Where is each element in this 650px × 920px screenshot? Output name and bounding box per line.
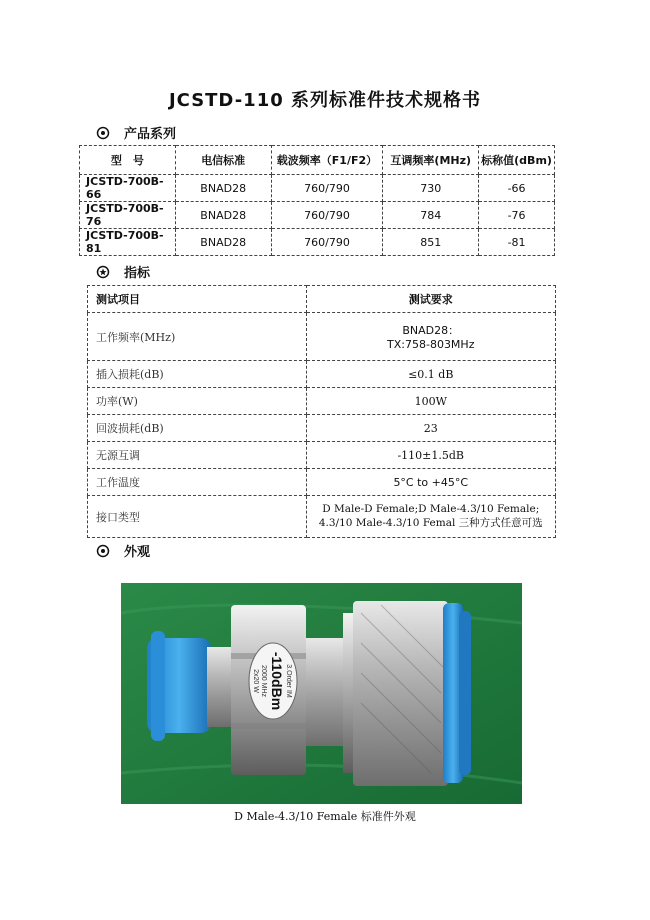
table-row <box>88 496 556 538</box>
req-line: BNAD28： <box>402 324 460 337</box>
section-products-heading <box>96 123 176 142</box>
cell-test-item: 工作温度 <box>88 469 307 496</box>
table-row <box>80 229 555 256</box>
cell-standard: BNAD28 <box>175 175 271 202</box>
col-header-model: 型 号 <box>80 146 176 175</box>
table-row <box>88 313 556 361</box>
table-row <box>80 202 555 229</box>
bullet-icon <box>96 126 110 140</box>
req-line: D Male-D Female;D Male-4.3/10 Female; <box>322 503 540 515</box>
cell-carrier: 760/790 <box>271 175 383 202</box>
spec-table-header <box>88 286 556 313</box>
cell-model: JCSTD-700B-66 <box>80 175 176 202</box>
cell-model: JCSTD-700B-81 <box>80 229 176 256</box>
cell-standard: BNAD28 <box>175 202 271 229</box>
product-table <box>79 145 555 256</box>
table-row <box>88 469 556 496</box>
cell-test-req: 23 <box>306 415 556 442</box>
cell-test-item: 工作频率(MHz) <box>88 313 307 361</box>
col-header-carrier: 载波频率（F1/F2） <box>271 146 383 175</box>
bullet-icon <box>96 544 110 558</box>
bullet-icon <box>96 265 110 279</box>
section-specs-heading <box>96 262 150 281</box>
cell-test-item: 回波损耗(dB) <box>88 415 307 442</box>
table-row <box>80 175 555 202</box>
cell-test-item: 功率(W) <box>88 388 307 415</box>
label-line1: 3.Order IM <box>285 664 292 698</box>
col-header-standard: 电信标准 <box>175 146 271 175</box>
cell-standard: BNAD28 <box>175 229 271 256</box>
section-specs-label: 指标 <box>124 266 151 281</box>
page-title: JCSTD-110 系列标准件技术规格书 <box>168 90 482 111</box>
cell-carrier: 760/790 <box>271 229 383 256</box>
cell-im-freq: 851 <box>383 229 479 256</box>
label-line4: 2x20 W <box>252 669 259 693</box>
cell-carrier: 760/790 <box>271 202 383 229</box>
cell-test-req: 5°C to +45°C <box>306 469 556 496</box>
col-header-test-item: 测试项目 <box>88 286 307 313</box>
req-line: TX:758-803MHz <box>387 338 475 351</box>
section-appearance-heading <box>96 541 150 560</box>
cell-nominal: -81 <box>479 229 555 256</box>
req-line: 4.3/10 Male-4.3/10 Femal 三种方式任意可选 <box>318 517 543 529</box>
cell-test-item: 插入损耗(dB) <box>88 361 307 388</box>
col-header-nominal: 标称值(dBm) <box>479 146 555 175</box>
cell-test-req: ≤0.1 dB <box>306 361 556 388</box>
label-line2: -110dBm <box>269 651 285 711</box>
cell-test-req: 100W <box>306 388 556 415</box>
product-photo <box>121 583 522 804</box>
cell-nominal: -66 <box>479 175 555 202</box>
section-appearance-label: 外观 <box>124 545 151 560</box>
table-row <box>88 361 556 388</box>
section-products-label: 产品系列 <box>124 127 177 142</box>
cell-test-item: 无源互调 <box>88 442 307 469</box>
cell-test-req: -110±1.5dB <box>306 442 556 469</box>
label-line3: 2000 MHz <box>260 665 267 697</box>
product-table-header <box>80 146 555 175</box>
cell-im-freq: 784 <box>383 202 479 229</box>
cell-test-req <box>306 496 556 538</box>
spec-table <box>87 285 556 538</box>
photo-caption: D Male-4.3/10 Female 标准件外观 <box>234 810 416 823</box>
cell-im-freq: 730 <box>383 175 479 202</box>
table-row <box>88 442 556 469</box>
cell-model: JCSTD-700B-76 <box>80 202 176 229</box>
cell-nominal: -76 <box>479 202 555 229</box>
table-row <box>88 415 556 442</box>
col-header-test-req: 测试要求 <box>306 286 556 313</box>
cell-test-item: 接口类型 <box>88 496 307 538</box>
cell-test-req <box>306 313 556 361</box>
col-header-im-freq: 互调频率(MHz) <box>383 146 479 175</box>
connector-illustration <box>121 583 522 804</box>
table-row <box>88 388 556 415</box>
